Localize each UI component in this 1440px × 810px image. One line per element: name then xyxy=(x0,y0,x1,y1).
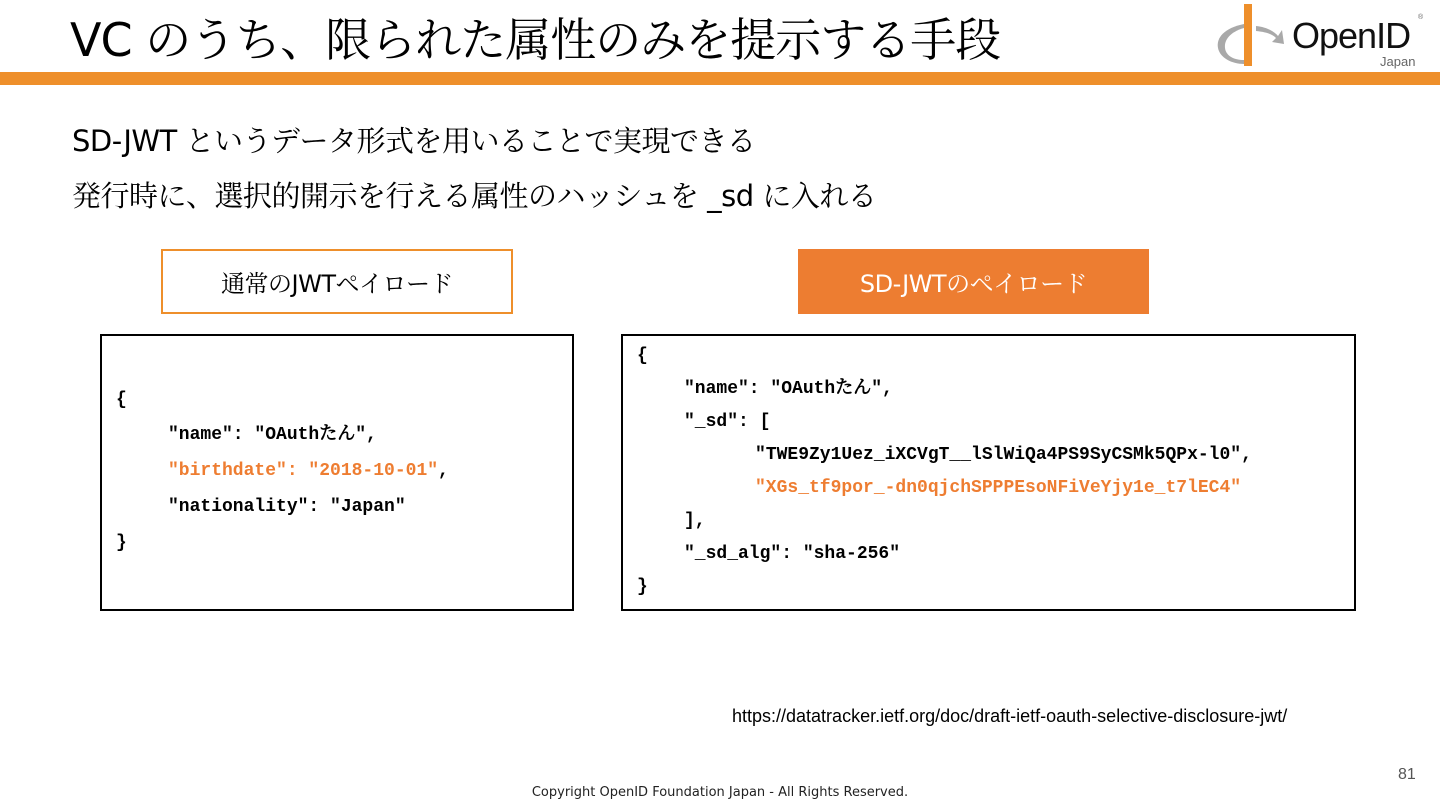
normal-jwt-code-box xyxy=(100,334,574,611)
code-hash-1: "TWE9Zy1Uez_iXCVgT__lSlWiQa4PS9SyCSMk5QPx-l0", xyxy=(755,445,1252,465)
reference-url[interactable]: https://datatracker.ietf.org/doc/draft-ietf-oauth-selective-disclosure-jwt/ xyxy=(732,706,1288,726)
code-alg-line: "_sd_alg": "sha-256" xyxy=(684,544,901,564)
logo-text: OpenID xyxy=(1292,15,1411,56)
label-normal-jwt: 通常のJWTペイロード xyxy=(161,249,513,314)
code-birthdate-line xyxy=(168,460,449,482)
sd-jwt-code-box xyxy=(621,334,1356,611)
bullet-2: 発行時に、選択的開示を行える属性のハッシュを _sd に入れる xyxy=(72,179,877,213)
code-sd-open-line: "_sd": [ xyxy=(684,412,771,432)
code-name-line: "name": "OAuthたん", xyxy=(168,425,377,445)
logo-subtext: Japan xyxy=(1380,54,1416,69)
code-birthdate-comma: , xyxy=(438,461,449,481)
code-birthdate-value: "birthdate": "2018-10-01" xyxy=(168,461,439,481)
code-name-line: "name": "OAuthたん", xyxy=(684,379,893,399)
label-sd-jwt: SD-JWTのペイロード xyxy=(798,249,1149,314)
code-hash-2: "XGs_tf9por_-dn0qjchSPPPEsoNFiVeYjy1e_t7lEC4" xyxy=(755,478,1242,498)
logo xyxy=(1210,2,1430,72)
title-underline-bar xyxy=(0,72,1440,85)
code-nationality-line: "nationality": "Japan" xyxy=(168,497,406,517)
code-open-brace: { xyxy=(637,346,648,366)
copyright-footer: Copyright OpenID Foundation Japan - All Rights Reserved. xyxy=(531,785,909,800)
openid-logo-icon xyxy=(1210,2,1292,72)
code-open-brace: { xyxy=(116,390,127,410)
bullet-1: SD-JWT というデータ形式を用いることで実現できる xyxy=(72,124,756,158)
page-number: 81 xyxy=(1398,766,1416,783)
code-close-brace: } xyxy=(637,577,648,597)
code-sd-close-line: ], xyxy=(684,511,706,531)
logo-registered-mark: ® xyxy=(1418,14,1424,21)
code-close-brace: } xyxy=(116,533,127,553)
slide-title: VC のうち、限られた属性のみを提示する手段 xyxy=(70,13,1001,67)
